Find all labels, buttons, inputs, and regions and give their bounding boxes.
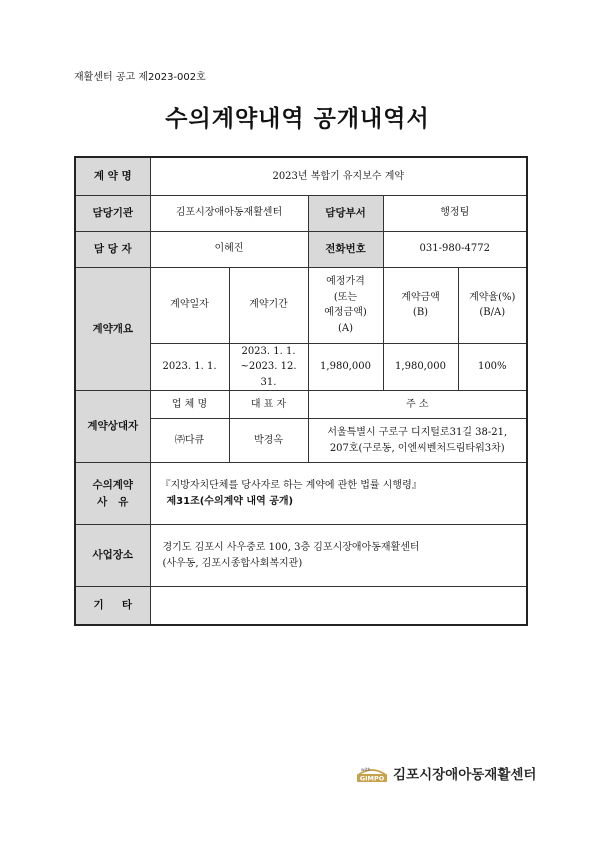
- period-start: 2023. 1. 1.: [241, 345, 296, 357]
- company-value: ㈜다큐: [150, 419, 229, 463]
- contract-table: [74, 156, 528, 626]
- reason-label: [75, 463, 150, 525]
- estimate-header-line: (A): [337, 322, 354, 334]
- reason-label-line: 사 유: [97, 495, 129, 508]
- amount-header-line: 계약금액: [401, 291, 440, 303]
- notice-number: 재활센터 공고 제2023-002호: [74, 72, 206, 83]
- estimate-header: [308, 267, 383, 343]
- etc-label: 기 타: [75, 587, 150, 625]
- manager-label: 담 당 자: [75, 231, 150, 267]
- ceo-value: 박경옥: [229, 419, 308, 463]
- manager-value: 이혜진: [150, 231, 308, 267]
- gimpo-logo-mark: [355, 762, 389, 784]
- agency-value: 김포시장애아동재활센터: [150, 195, 308, 231]
- contract-date-value: 2023. 1. 1.: [150, 343, 229, 391]
- estimate-header-line: 예정금액): [324, 307, 367, 318]
- row-etc: [75, 587, 527, 625]
- row-location: [75, 525, 527, 587]
- address-value: [308, 419, 527, 463]
- overview-label: 계약개요: [75, 267, 150, 391]
- agency-label: 담당기관: [75, 195, 150, 231]
- logo-text: 김포시장애아동재활센터: [393, 767, 537, 783]
- address-line: 서울특별시 구로구 디지털로31길 38-21,: [327, 427, 508, 438]
- row-overview-headers: [75, 267, 527, 343]
- reason-law: 『지방자치단체를 당사자로 하는 계약에 관한 법률 시행령』: [160, 480, 422, 491]
- contract-period-value: [229, 343, 308, 391]
- amount-value: 1,980,000: [383, 343, 458, 391]
- row-manager: [75, 231, 527, 267]
- reason-article: 제31조(수의계약 내역 공개): [166, 495, 294, 507]
- contract-date-header: 계약일자: [150, 267, 229, 343]
- row-counterparty-headers: [75, 391, 527, 419]
- amount-header-line: (B): [412, 307, 429, 318]
- address-header: 주 소: [308, 391, 527, 419]
- department-label: 담당부서: [308, 195, 383, 231]
- row-contract-name: [75, 157, 527, 195]
- document-title: 수의계약내역 공개내역서: [165, 106, 430, 132]
- amount-header: [383, 267, 458, 343]
- estimate-header-line: (또는: [333, 291, 358, 303]
- reason-value: [150, 463, 527, 525]
- location-line: 경기도 김포시 사우중로 100, 3층 김포시장애아동재활센터: [162, 542, 420, 553]
- contract-name-label: 계 약 명: [75, 157, 150, 195]
- period-end: ~2023. 12. 31.: [240, 361, 297, 388]
- company-header: 업 체 명: [150, 391, 229, 419]
- phone-label: 전화번호: [308, 231, 383, 267]
- phone-value: 031-980-4772: [383, 231, 527, 267]
- ceo-header: 대 표 자: [229, 391, 308, 419]
- logo-mark-text: GIMPO: [359, 774, 385, 783]
- address-line: 207호(구로동, 이엔씨벤처드림타워3차): [329, 442, 505, 454]
- rate-header-line: 계약율(%): [469, 291, 516, 303]
- rate-value: 100%: [458, 343, 527, 391]
- row-reason: [75, 463, 527, 525]
- logo-mark-small: with: [361, 768, 371, 773]
- rate-header-line: (B/A): [479, 307, 506, 318]
- location-value: [150, 525, 527, 587]
- etc-value: [150, 587, 527, 625]
- center-logo: [355, 762, 536, 784]
- counterparty-label: 계약상대자: [75, 391, 150, 463]
- contract-name-value: 2023년 복합기 유지보수 계약: [150, 157, 527, 195]
- location-line: (사우동, 김포시종합사회복지관): [162, 557, 303, 569]
- row-agency: [75, 195, 527, 231]
- location-label: 사업장소: [75, 525, 150, 587]
- estimate-header-line: 예정가격: [326, 276, 365, 287]
- estimate-value: 1,980,000: [308, 343, 383, 391]
- contract-period-header: 계약기간: [229, 267, 308, 343]
- reason-label-line: 수의계약: [92, 479, 134, 492]
- department-value: 행정팀: [383, 195, 527, 231]
- rate-header: [458, 267, 527, 343]
